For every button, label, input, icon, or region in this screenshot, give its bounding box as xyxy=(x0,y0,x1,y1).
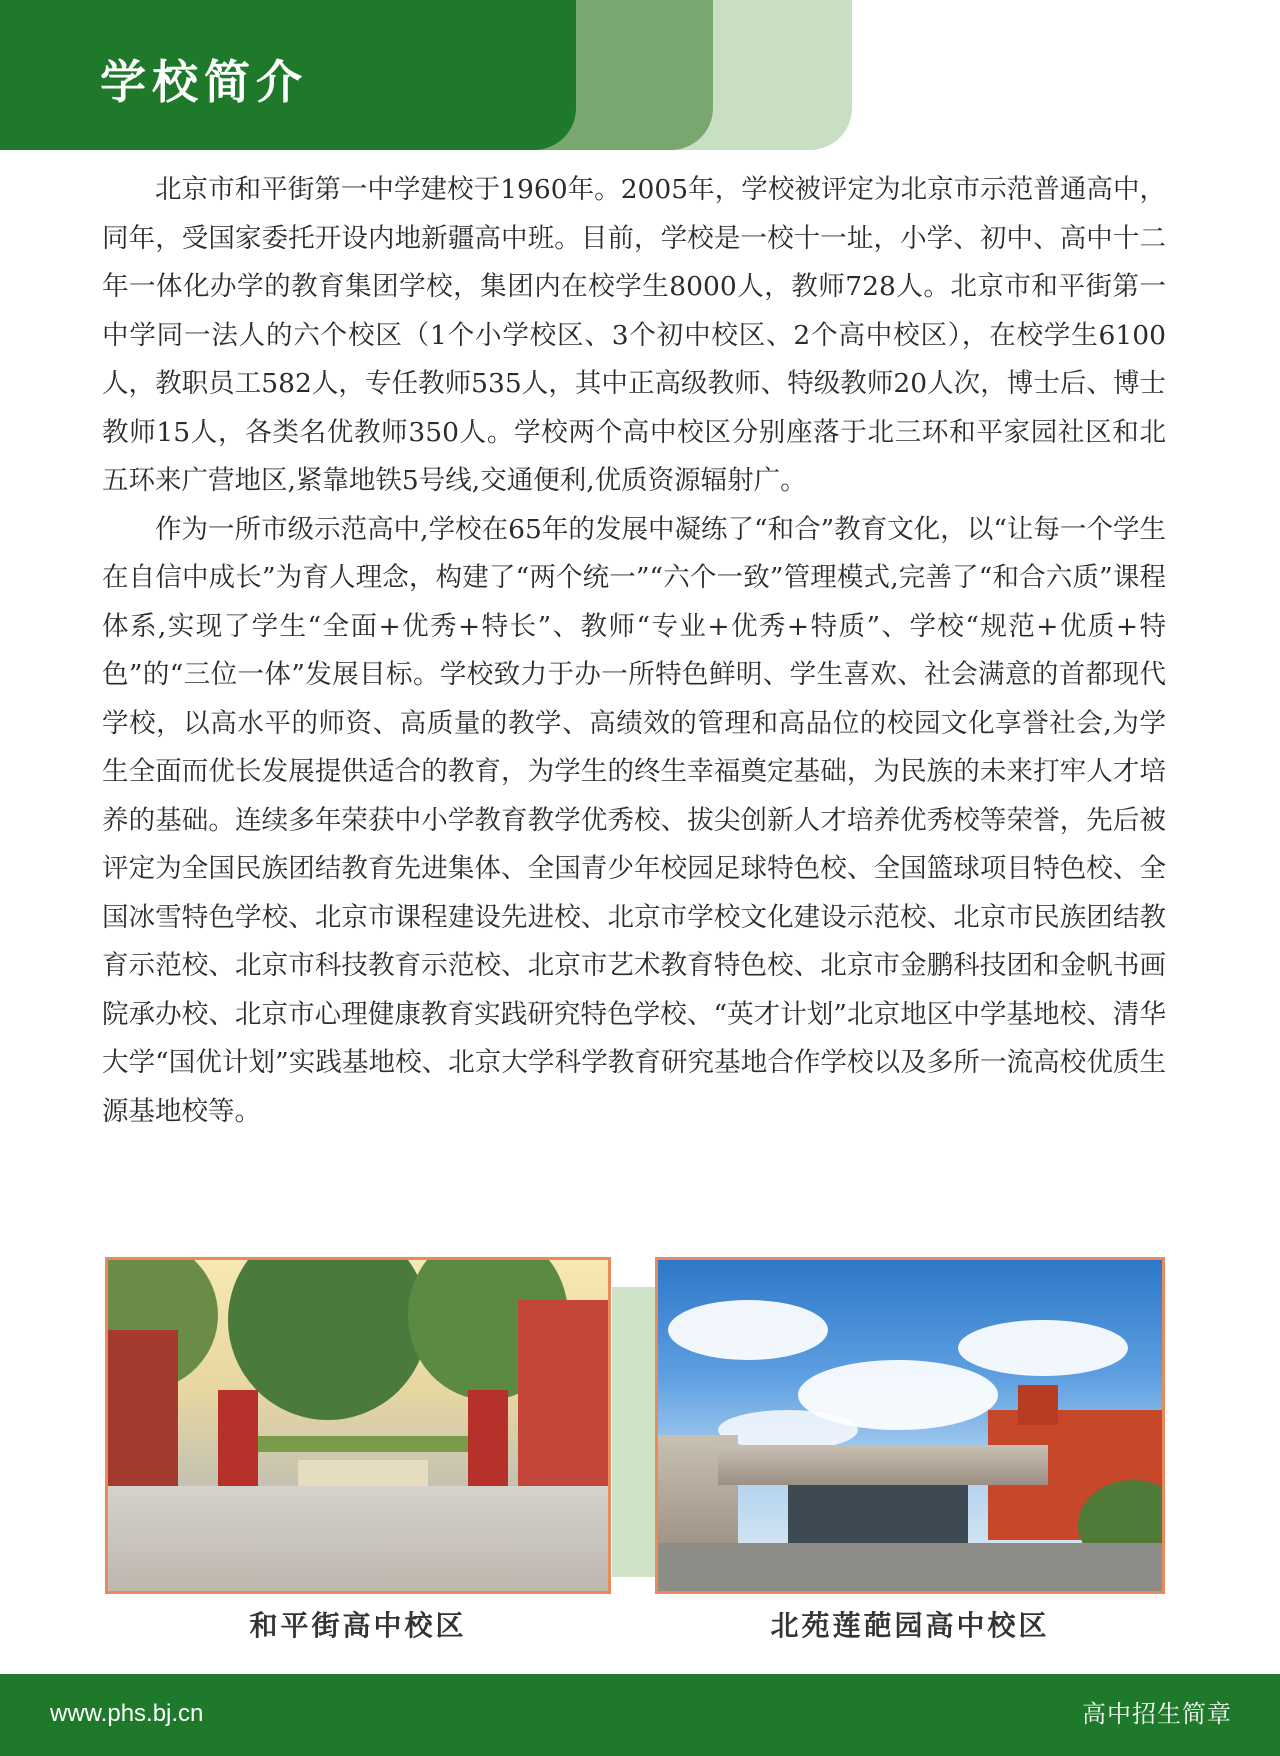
intro-paragraph-2: 作为一所市级示范高中,学校在65年的发展中凝练了“和合”教育文化，以“让每一个学生在自信中成长”为育人理念，构建了“两个统一”“六个一致”管理模式,完善了“和合六质”课程体系,实现了学生“全面+优秀+特长”、教师“专业+优秀+特质”、学校“规范+优质+特色”的“三位一体”发展目标。学校致力于办一所特色鲜明、学生喜欢、社会满意的首都现代学校，以高水平的师资、高质量的教学、高绩效的管理和高品位的校园文化享誉社会,为学生全面而优长发展提供适合的教育，为学生的终生幸福奠定基础，为民族的未来打牢人才培养的基础。连续多年荣获中小学教育教学优秀校、拔尖创新人才培养优秀校等荣誉，先后被评定为全国民族团结教育先进集体、全国青少年校园足球特色校、全国篮球项目特色校、全国冰雪特色学校、北京市课程建设先进校、北京市学校文化建设示范校、北京市民族团结教育示范校、北京市科技教育示范校、北京市艺术教育特色校、北京市金鹏科技团和金帆书画院承办校、北京市心理健康教育实践研究特色学校、“英才计划”北京地区中学基地校、清华大学“国优计划”实践基地校、北京大学科学教育研究基地合作学校以及多所一流高校优质生源基地校等。 xyxy=(102,513,1166,1127)
photo-caption-heping: 和平街高中校区 xyxy=(249,1609,467,1642)
footer-bar xyxy=(0,1674,1280,1756)
campus-photo-heping xyxy=(105,1257,611,1594)
photo-caption-beiyuan: 北苑莲葩园高中校区 xyxy=(770,1609,1050,1642)
header-banner xyxy=(0,0,1280,150)
intro-text xyxy=(102,166,1166,1136)
footer-url[interactable]: www.phs.bj.cn xyxy=(50,1700,204,1727)
intro-paragraph-1: 北京市和平街第一中学建校于1960年。2005年，学校被评定为北京市示范普通高中，同年，受国家委托开设内地新疆高中班。目前，学校是一校十一址，小学、初中、高中十二年一体化办学的教育集团学校，集团内在校学生8000人，教师728人。北京市和平街第一中学同一法人的六个校区（1个小学校区、3个初中校区、2个高中校区），在校学生6100人，教职员工582人，专任教师535人，其中正高级教师、特级教师20人次，博士后、博士教师15人，各类名优教师350人。学校两个高中校区分别座落于北三环和平家园社区和北五环来广营地区,紧靠地铁5号线,交通便利,优质资源辐射广。 xyxy=(102,174,1166,496)
page-title: 学校简介 xyxy=(100,55,308,109)
campus-photo-beiyuan xyxy=(655,1257,1165,1594)
footer-title: 高中招生简章 xyxy=(1082,1700,1232,1728)
